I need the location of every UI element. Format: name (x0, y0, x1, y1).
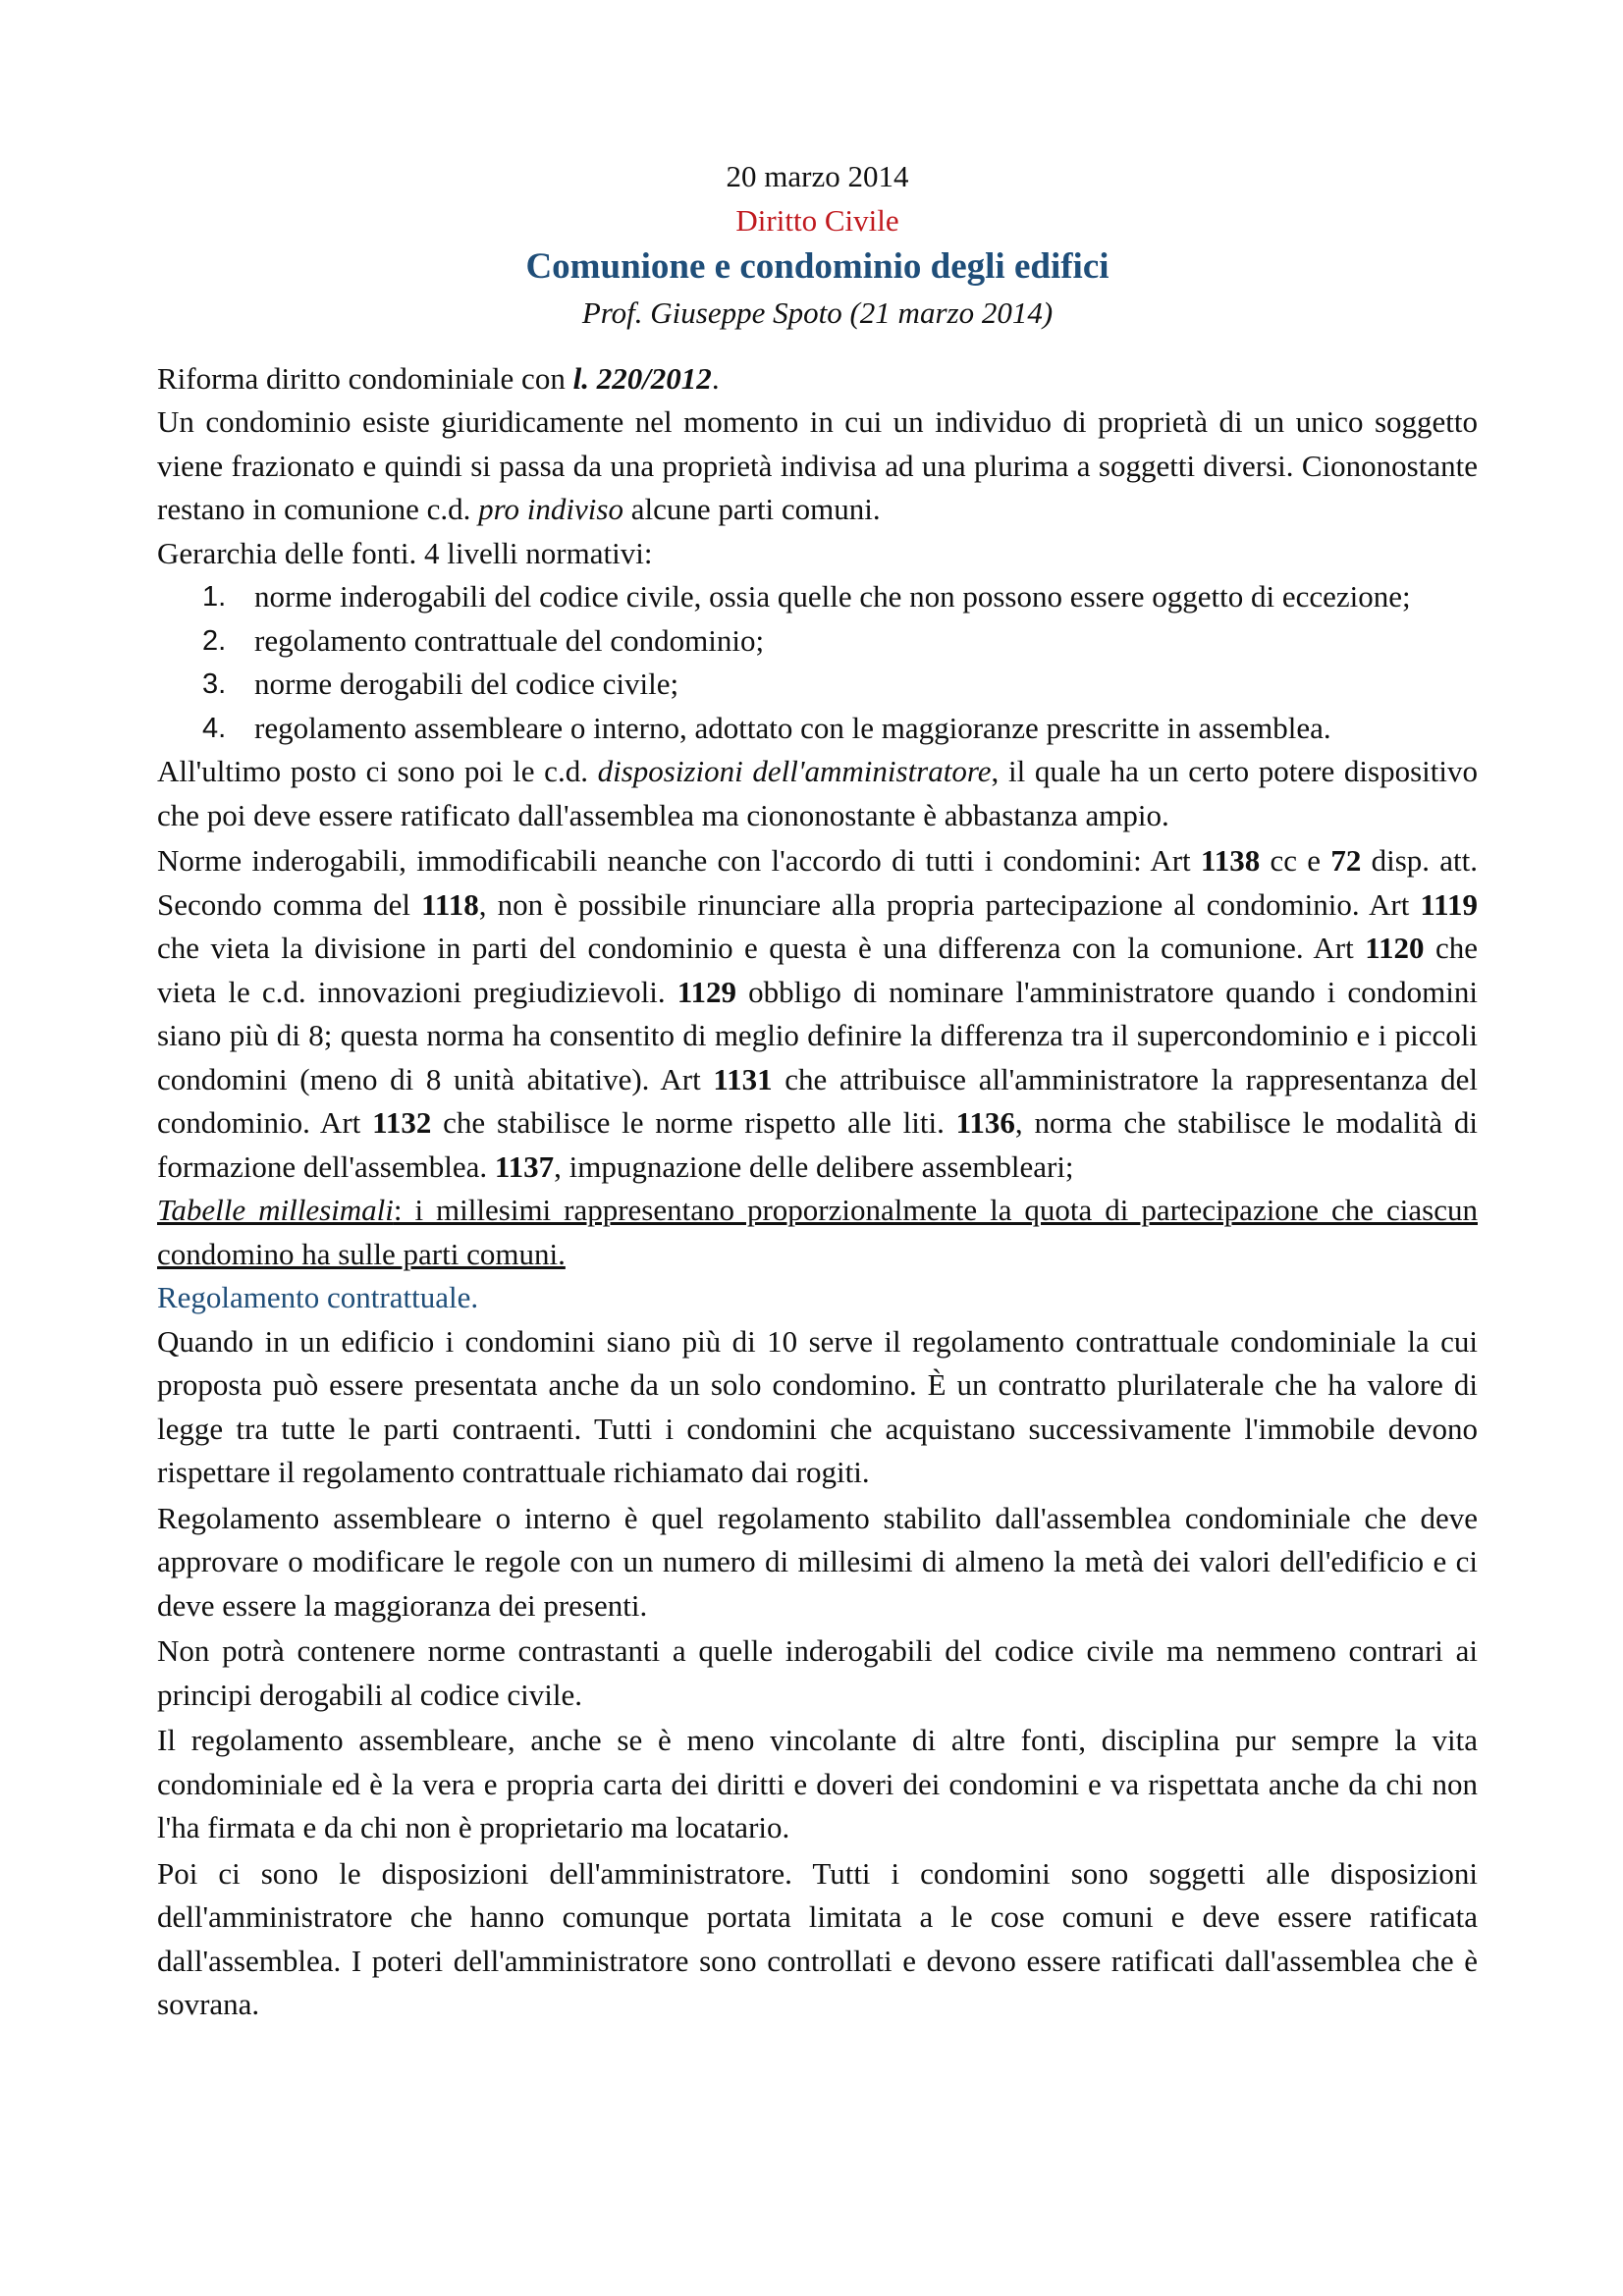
paragraph-tabelle-millesimali (157, 1189, 1478, 1276)
text-run: All'ultimo posto ci sono poi le c.d. (157, 754, 598, 788)
law-reference: l. 220/2012 (572, 360, 712, 396)
paragraph-disposizioni: Poi ci sono le disposizioni dell'amministratore. Tutti i condomini sono soggetti alle disposizioni dell'amministratore che hanno comunque portata limitata a le cose comuni e deve essere ratificata dall'assemblea. I poteri dell'amministratore sono controllati e devono essere ratificati dall'assemblea che è sovrana. (157, 1855, 1478, 2021)
section-heading-regolamento-contrattuale: Regolamento contrattuale. (157, 1280, 479, 1314)
text-run: alcune parti comuni. (622, 492, 881, 526)
article-number: 1136 (955, 1105, 1015, 1140)
list-item-text: regolamento contrattuale del condominio; (254, 622, 765, 658)
document-author: Prof. Giuseppe Spoto (21 marzo 2014) (581, 295, 1054, 330)
text-run: , impugnazione delle delibere assembleari; (554, 1148, 1074, 1184)
list-item (157, 707, 1478, 751)
document-subject: Diritto Civile (735, 202, 899, 238)
text-run: che vieta le c.d. innovazioni pregiudizievoli. (157, 931, 1478, 1009)
list-item-text: regolamento assembleare o interno, adottato con le maggioranze prescritte in assemblea. (254, 710, 1331, 745)
list-item (157, 663, 1478, 707)
article-number: 1138 (1200, 843, 1261, 878)
article-number: 1137 (494, 1148, 555, 1184)
article-number: 1131 (713, 1061, 773, 1096)
paragraph-vincolante: Il regolamento assembleare, anche se è meno vincolante di altre fonti, disciplina pur sempre la vita condominiale ed è la vera e propria carta dei diritti e doveri dei condomini e va rispettata anche da chi non l'ha firmata e da chi non è proprietario ma locatario. (157, 1723, 1478, 1844)
list-item (157, 575, 1478, 619)
list-number: 3. (202, 668, 227, 700)
list-item-text: norme derogabili del codice civile; (254, 667, 679, 701)
text-run: cc e (1260, 843, 1331, 878)
text-run: : i millesimi rappresentano proporzionalmente la quota di partecipazione che ciascun condomino ha sulle parti comuni. (157, 1193, 1478, 1271)
text-run: che attribuisce all'amministratore la rappresentanza del condominio. Art (157, 1061, 1478, 1140)
text-run: che stabilisce le norme rispetto alle liti. (431, 1105, 956, 1140)
paragraph-gerarchia: Gerarchia delle fonti. 4 livelli normativi: (157, 535, 653, 570)
text-run: disp. att. Secondo comma del (157, 843, 1479, 922)
document-page (157, 155, 1478, 2027)
list-item (157, 619, 1478, 664)
article-number: 1118 (421, 886, 479, 922)
text-run: Riforma diritto condominiale con (157, 360, 573, 396)
numbered-list (157, 575, 1478, 750)
text-run: , norma che stabilisce le modalità di formazione dell'assemblea. (157, 1105, 1478, 1184)
document-date: 20 marzo 2014 (726, 159, 909, 193)
paragraph-condominio (157, 400, 1478, 532)
list-number: 4. (202, 712, 227, 744)
list-number: 1. (202, 581, 227, 613)
italic-term: Tabelle millesimali (157, 1193, 394, 1227)
paragraph-riforma (157, 357, 1478, 401)
text-run: . (711, 360, 720, 396)
paragraph-contrattuale: Quando in un edificio i condomini siano più di 10 serve il regolamento contrattuale condominiale la cui proposta può essere presentata anche da un solo condomino. È un contratto plurilaterale che ha valore di legge tra tutte le parti contraenti. Tutti i condomini che acquistano successivamente l'immobile devono rispettare il regolamento contrattuale richiamato dai rogiti. (157, 1323, 1478, 1489)
paragraph-norme-inderogabili (157, 839, 1478, 1189)
document-title: Comunione e condominio degli edifici (525, 246, 1109, 287)
article-number: 1132 (372, 1105, 432, 1140)
paragraph-non-potra: Non potrà contenere norme contrastanti a quelle inderogabili del codice civile ma nemmeno contrari ai principi derogabili al codice civile. (157, 1633, 1478, 1712)
article-number: 1120 (1365, 931, 1425, 965)
paragraph-assembleare: Regolamento assembleare o interno è quel regolamento stabilito dall'assemblea condominiale che deve approvare o modificare le regole con un numero di millesimi di almeno la metà dei valori dell'edificio e ci deve essere la maggioranza dei presenti. (157, 1500, 1478, 1623)
text-run: obbligo di nominare l'amministratore quando i condomini siano più di 8; questa norma ha consentito di meglio definire la differenza tra il supercondominio e i piccoli condomini (meno di 8 unità abitative). Art (157, 974, 1478, 1096)
article-number: 1129 (676, 974, 736, 1009)
text-run: , il quale ha un certo potere dispositivo che poi deve essere ratificato dall'assemblea ma ciononostante è abbastanza ampio. (157, 754, 1478, 832)
text-run: che vieta la divisione in parti del condominio e questa è una differenza con la comunione. Art (157, 931, 1366, 965)
article-number: 1119 (1420, 886, 1478, 922)
text-run: , non è possibile rinunciare alla propria partecipazione al condominio. Art (478, 886, 1421, 922)
italic-term: pro indiviso (478, 492, 623, 526)
list-item-text: norme inderogabili del codice civile, ossia quelle che non possono essere oggetto di eccezione; (254, 579, 1411, 614)
list-number: 2. (202, 624, 227, 657)
paragraph-amministratore (157, 750, 1478, 837)
italic-term: disposizioni dell'amministratore (597, 754, 992, 788)
text-run: Norme inderogabili, immodificabili neanche con l'accordo di tutti i condomini: Art (157, 843, 1201, 878)
article-number: 72 (1330, 843, 1362, 878)
text-run: Un condominio esiste giuridicamente nel momento in cui un individuo di proprietà di un unico soggetto viene frazionato e quindi si passa da una proprietà indivisa ad una plurima a soggetti diversi. Ciononostante restano in comunione c.d. (157, 404, 1478, 526)
